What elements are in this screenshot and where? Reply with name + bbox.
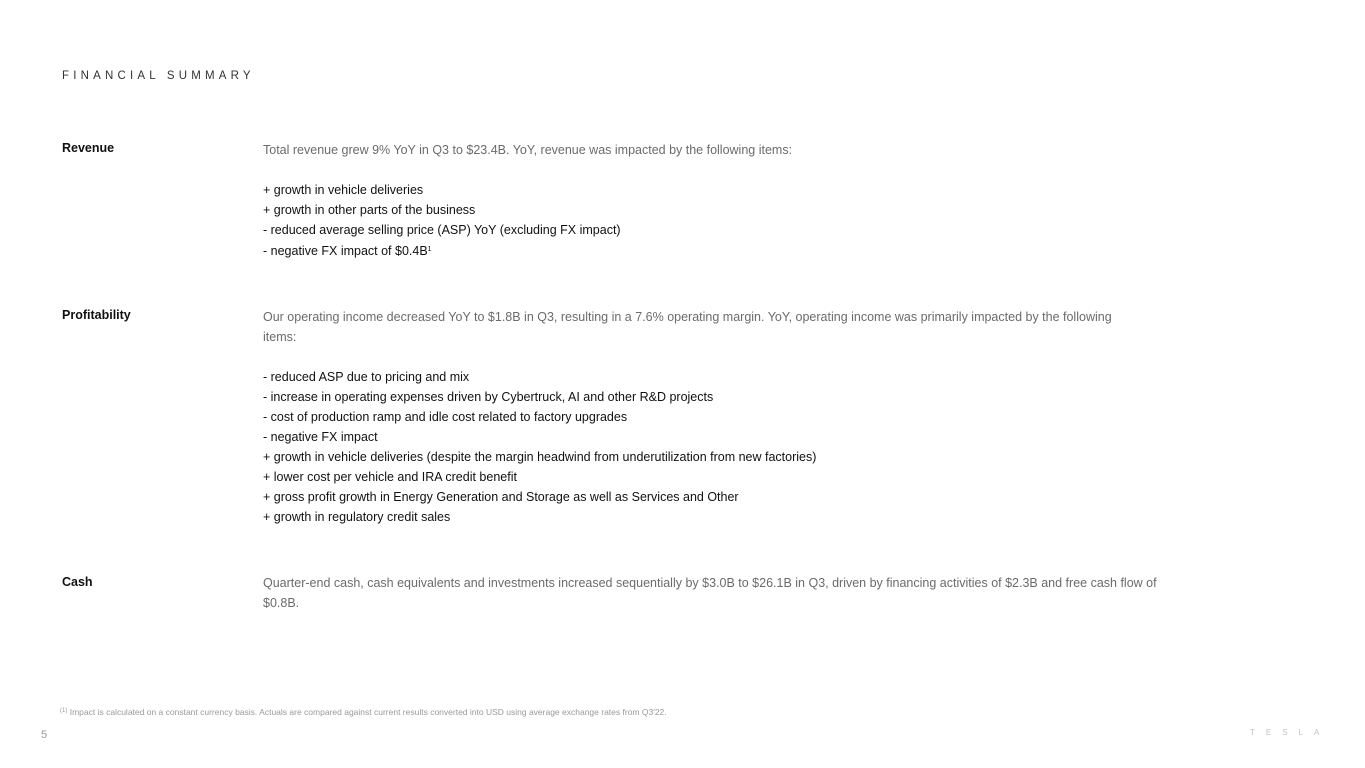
cash-block	[263, 573, 1188, 613]
profitability-block	[263, 307, 1143, 527]
tesla-logo: TESLA	[1250, 728, 1331, 737]
revenue-items	[263, 180, 1183, 261]
profitability-items	[263, 367, 1143, 527]
revenue-block	[263, 140, 1183, 261]
revenue-intro: Total revenue grew 9% YoY in Q3 to $23.4B. YoY, revenue was impacted by the following items:	[263, 143, 793, 157]
page-title: FINANCIAL SUMMARY	[62, 70, 255, 82]
profitability-intro: Our operating income decreased YoY to $1.8B in Q3, resulting in a 7.6% operating margin. YoY, operating income was primarily impacted by the following items:	[263, 310, 1112, 344]
list-item: - reduced ASP due to pricing and mix	[263, 370, 470, 384]
list-item: - reduced average selling price (ASP) YoY (excluding FX impact)	[263, 223, 621, 237]
revenue-label: Revenue	[62, 141, 115, 155]
cash-label: Cash	[62, 575, 93, 589]
list-item: + growth in other parts of the business	[263, 203, 476, 217]
list-item: + growth in vehicle deliveries (despite the margin headwind from underutilization from new factories)	[263, 450, 817, 464]
profitability-label: Profitability	[62, 308, 131, 322]
list-item: + growth in regulatory credit sales	[263, 510, 451, 524]
footnote-marker: (1)	[60, 708, 68, 714]
list-item: - cost of production ramp and idle cost related to factory upgrades	[263, 410, 628, 424]
list-item: + gross profit growth in Energy Generation and Storage as well as Services and Other	[263, 490, 739, 504]
list-item: + lower cost per vehicle and IRA credit benefit	[263, 470, 517, 484]
cash-intro: Quarter-end cash, cash equivalents and investments increased sequentially by $3.0B to $26.1B in Q3, driven by financing activities of $2.3B and free cash flow of $0.8B.	[263, 576, 1157, 610]
page-number: 5	[41, 729, 48, 741]
footnote-marker: 1	[427, 246, 432, 253]
list-item: - increase in operating expenses driven by Cybertruck, AI and other R&D projects	[263, 390, 714, 404]
list-item: + growth in vehicle deliveries	[263, 183, 424, 197]
list-item: - negative FX impact	[263, 430, 378, 444]
list-item-text: - negative FX impact of $0.4B	[263, 244, 428, 258]
footnote	[60, 707, 667, 717]
list-item-with-footnote	[263, 240, 1183, 261]
footnote-text: Impact is calculated on a constant currency basis. Actuals are compared against current results converted into USD using average exchange rates from Q3'22.	[69, 707, 667, 717]
